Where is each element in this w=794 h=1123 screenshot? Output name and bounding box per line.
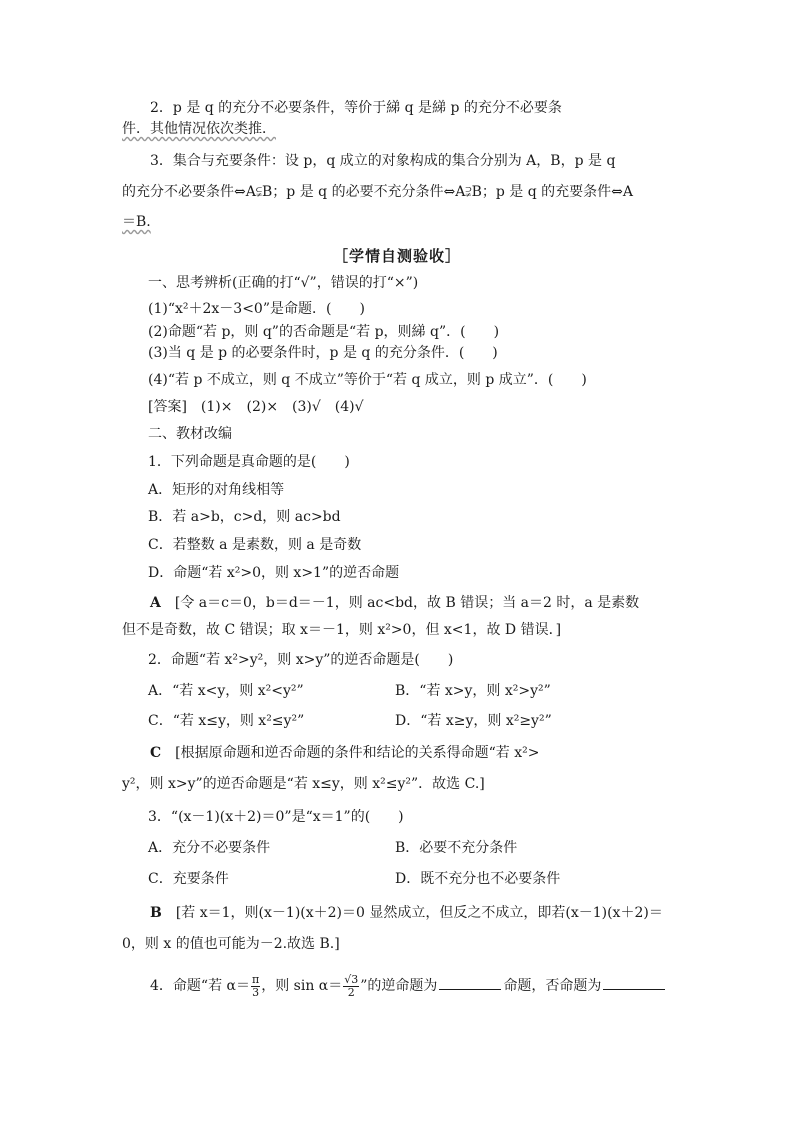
intro-line-2: 件．其他情况依次类推． bbox=[122, 121, 276, 137]
q1-option-c: C．若整数 a 是素数，则 a 是奇数 bbox=[148, 537, 362, 553]
q1-answer-line-2: 但不是奇数，故 C 错误；取 x＝－1，则 x²>0，但 x<1，故 D 错误．] bbox=[122, 622, 562, 638]
q3-stem: 3．“(x－1)(x＋2)＝0”是“x＝1”的( ) bbox=[148, 809, 404, 825]
q4-fraction-sin-denominator: 2 bbox=[347, 985, 355, 999]
q1-option-a: A．矩形的对角线相等 bbox=[148, 482, 285, 498]
intro-line-5: ＝B. bbox=[122, 214, 151, 230]
section-title: ［学情自测验收］ bbox=[332, 247, 461, 265]
q1-stem: 1．下列命题是真命题的是( ) bbox=[148, 454, 350, 470]
part1-item-1: (1)“x²＋2x－3<0”是命题．( ) bbox=[148, 301, 365, 317]
q2-answer-line-2: y²，则 x>y”的逆否命题是“若 x≤y，则 x²≤y²”．故选 C.] bbox=[122, 776, 485, 792]
q4-blank-2 bbox=[603, 975, 665, 990]
part1-item-3: (3)当 q 是 p 的必要条件时，p 是 q 的充分条件．( ) bbox=[148, 345, 498, 361]
q1-answer-letter: A bbox=[150, 595, 161, 611]
q1-answer-line-1 bbox=[150, 593, 639, 613]
q4-stem-post2: 命题，否命题为 bbox=[503, 978, 602, 994]
q4-stem-mid: ，则 sin α＝ bbox=[261, 978, 343, 994]
q3-option-d: D．既不充分也不必要条件 bbox=[395, 871, 561, 887]
part1-item-4: (4)“若 p 不成立，则 q 不成立”等价于“若 q 成立，则 p 成立”．( ) bbox=[148, 372, 587, 388]
intro-line-4: 的充分不必要条件⇔A⫋B；p 是 q 的必要不充分条件⇔A⫌B；p 是 q 的充要条件⇔A bbox=[122, 184, 633, 200]
q2-option-c: C．“若 x≤y，则 x²≤y²” bbox=[148, 713, 305, 729]
q4-fraction-alpha bbox=[251, 974, 260, 999]
q4-stem-pre: 4．命题“若 α＝ bbox=[150, 978, 250, 994]
q4-fraction-sin-numerator: √3 bbox=[344, 972, 359, 986]
intro-line-1: 2．p 是 q 的充分不必要条件，等价于綈 q 是綈 p 的充分不必要条 bbox=[150, 100, 562, 116]
q4-blank-1 bbox=[439, 975, 501, 990]
q2-option-d: D．“若 x≥y，则 x²≥y²” bbox=[395, 713, 552, 729]
q2-option-a: A．“若 x<y，则 x²<y²” bbox=[148, 683, 304, 699]
part1-heading: 一、思考辨析(正确的打“√”，错误的打“×”) bbox=[148, 275, 419, 291]
q4-fraction-alpha-numerator: π bbox=[251, 972, 260, 986]
q2-answer-text: [根据原命题和逆否命题的条件和结论的关系得命题“若 x²> bbox=[175, 745, 540, 761]
q3-answer-line-1 bbox=[150, 903, 663, 923]
q2-answer-line-1 bbox=[150, 743, 539, 763]
q4-stem bbox=[150, 972, 667, 1000]
part1-answer: [答案] (1)× (2)× (3)√ (4)√ bbox=[148, 399, 364, 415]
q4-fraction-sin bbox=[343, 974, 359, 999]
q3-answer-letter: B bbox=[150, 905, 162, 921]
q4-fraction-alpha-denominator: 3 bbox=[252, 985, 260, 999]
q3-answer-line-2: 0，则 x 的值也可能为－2.故选 B.] bbox=[122, 936, 340, 952]
q2-answer-letter: C bbox=[150, 745, 162, 761]
q2-option-b: B．“若 x>y，则 x²>y²” bbox=[395, 683, 551, 699]
q3-option-a: A．充分不必要条件 bbox=[148, 840, 271, 856]
q3-option-b: B．必要不充分条件 bbox=[395, 840, 518, 856]
q3-answer-text: [若 x＝1，则(x－1)(x＋2)＝0 显然成立，但反之不成立，即若(x－1)(x＋2)＝ bbox=[175, 905, 663, 921]
q3-option-c: C．充要条件 bbox=[148, 871, 229, 887]
part1-item-2: (2)命题“若 p，则 q”的否命题是“若 p，则綈 q”．( ) bbox=[148, 324, 500, 340]
q1-option-b: B．若 a>b，c>d，则 ac>bd bbox=[148, 509, 341, 525]
q4-stem-post: ”的逆命题为 bbox=[360, 978, 438, 994]
part2-heading: 二、教材改编 bbox=[148, 426, 232, 442]
intro-line-3: 3．集合与充要条件：设 p，q 成立的对象构成的集合分别为 A，B，p 是 q bbox=[150, 153, 616, 169]
q1-answer-text: [令 a＝c＝0，b＝d＝－1，则 ac<bd，故 B 错误；当 a＝2 时，a 是素数 bbox=[174, 595, 640, 611]
q2-stem: 2．命题“若 x²>y²，则 x>y”的逆否命题是( ) bbox=[148, 652, 454, 668]
q1-option-d: D．命题“若 x²>0，则 x>1”的逆否命题 bbox=[148, 565, 400, 581]
